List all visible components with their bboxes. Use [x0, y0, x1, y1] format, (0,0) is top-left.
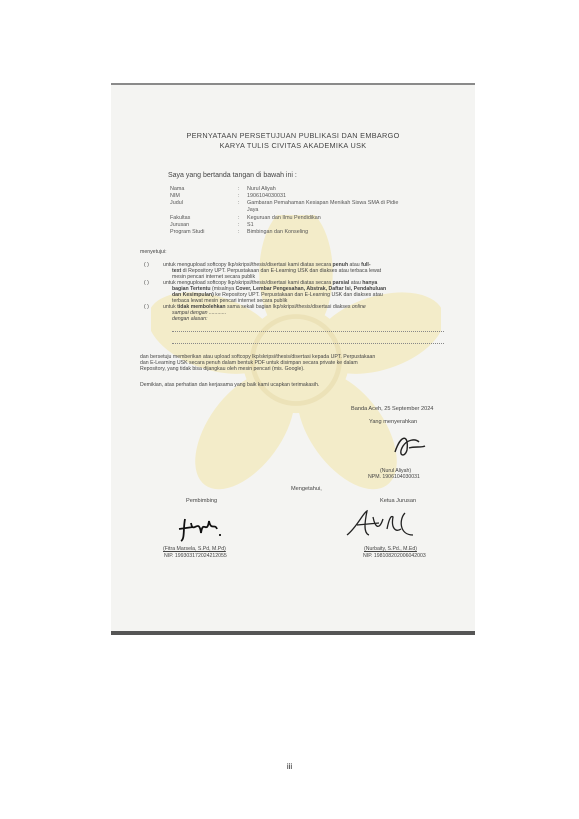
- known-label: Mengetahui,: [291, 486, 322, 492]
- field-label: Fakultas: [170, 215, 191, 221]
- closing-paragraph: Demikian, atas perhatian dan kerjasama yang baik kami ucapkan terimakasih.: [140, 382, 320, 388]
- intro-text: Saya yang bertanda tangan di bawah ini :: [168, 172, 297, 179]
- document-title-line1: PERNYATAAN PERSETUJUAN PUBLIKASI DAN EMBARGO: [186, 131, 400, 140]
- field-label: Nama: [170, 186, 185, 192]
- option1-checkbox: ( ): [144, 262, 149, 268]
- field-value: Gambaran Pemahaman Kesiapan Menikah Siswa SMA di Pidie: [247, 200, 399, 206]
- field-value: S1: [247, 222, 254, 228]
- advisor-nip: NIP. 199303172024212055: [164, 553, 227, 559]
- field-value: Nurul Aliyah: [247, 186, 276, 192]
- place-date: Banda Aceh, 25 September 2024: [351, 406, 434, 412]
- advisor-signature: [173, 509, 233, 545]
- field-label: NIM: [170, 193, 180, 199]
- field-colon: :: [238, 200, 240, 206]
- head-nip: NIP. 198108202006042003: [363, 553, 426, 559]
- reason-line-1: [172, 331, 444, 332]
- advisor-label: Pembimbing: [186, 498, 218, 504]
- reason-line-2: [172, 343, 444, 344]
- page-number: iii: [286, 762, 293, 771]
- text: online: [351, 304, 366, 310]
- text: penuh: [332, 262, 349, 268]
- text: full-: [361, 262, 371, 268]
- text: parsial: [332, 280, 350, 286]
- declarer-signature: [389, 430, 429, 462]
- field-value: Bimbingan dan Konseling: [247, 229, 309, 235]
- text: sama sekali bagian lkp/skripsi/thesis/disertasi diakses: [225, 304, 352, 310]
- agreement-paragraph-line1: dan bersetuju memberikan atau upload softcopy lkp/skripsi/thesis/disertasi kepada UPT. Perpustakaan: [140, 354, 376, 360]
- field-colon: :: [238, 229, 240, 235]
- agreement-paragraph-line3: Repository, yang tidak bisa dijangkau oleh mesin pencari (mis. Google).: [140, 366, 305, 372]
- text: untuk: [163, 304, 178, 310]
- head-name: (Nurbaity, S.Pd., M.Ed): [364, 546, 417, 552]
- field-value: 1906104030031: [247, 193, 286, 199]
- text: Cover, Lembar Pengesahan, Abstrak, Daftar Isi, Pendahuluan: [235, 286, 387, 292]
- text: dan Kesimpulan): [172, 292, 214, 298]
- text: atau: [349, 280, 363, 286]
- option2-line4: terbaca lewat mesin pencari internet secara publik: [172, 298, 288, 304]
- field-label: Jurusan: [170, 222, 190, 228]
- text: ke Repository UPT. Perpustakaan dan E-Learning USK dan diakses atau: [213, 292, 383, 298]
- option2-checkbox: ( ): [144, 280, 149, 286]
- field-label: Program Studi: [170, 229, 205, 235]
- field-colon: :: [238, 222, 240, 228]
- agree-label: menyetujui:: [140, 249, 167, 255]
- option3-checkbox: ( ): [144, 304, 149, 310]
- text: bagian Tertentu: [172, 286, 211, 292]
- field-label: Judul: [170, 200, 183, 206]
- option3-line3: dengan alasan:: [172, 316, 208, 322]
- declarer-nim: NPM. 1906104030031: [368, 474, 420, 480]
- text: text: [172, 268, 182, 274]
- field-colon: :: [238, 215, 240, 221]
- field-colon: :: [238, 186, 240, 192]
- text: untuk mengupload softcopy lkp/skripsi/thesis/disertasi kami diatas secara: [163, 280, 333, 286]
- head-label: Ketua Jurusan: [380, 498, 417, 504]
- advisor-name: (Fitra Marsela, S.Pd, M.Pd): [163, 546, 226, 552]
- text: di Repository UPT. Perpustakaan dan E-Learning USK dan diakses atau terbaca lewat: [181, 268, 382, 274]
- agreement-paragraph-line2: dan E-Learning USK secara penuh dalam bentuk PDF untuk disimpan secara private ke dalam: [140, 360, 358, 366]
- declarer-label: Yang menyerahkan: [369, 419, 418, 425]
- field-value: Jaya: [247, 207, 259, 213]
- scanned-document: [111, 83, 475, 635]
- text: atau: [348, 262, 362, 268]
- document-title-line2: KARYA TULIS CIVITAS AKADEMIKA USK: [219, 141, 367, 150]
- option3-line2: sampai dengan ............: [172, 310, 227, 316]
- head-signature: [343, 505, 423, 545]
- option1-line3: mesin pencari internet secara publik: [172, 274, 256, 280]
- field-colon: :: [238, 193, 240, 199]
- text: tidak membolehkan: [177, 304, 226, 310]
- field-value: Keguruan dan Ilmu Pendidikan: [247, 215, 321, 221]
- declarer-name: (Nurul Aliyah): [380, 468, 412, 474]
- text: untuk mengupload softcopy lkp/skripsi/thesis/disertasi kami diatas secara: [163, 262, 333, 268]
- text: hanya: [362, 280, 378, 286]
- text: (misalnya: [210, 286, 236, 292]
